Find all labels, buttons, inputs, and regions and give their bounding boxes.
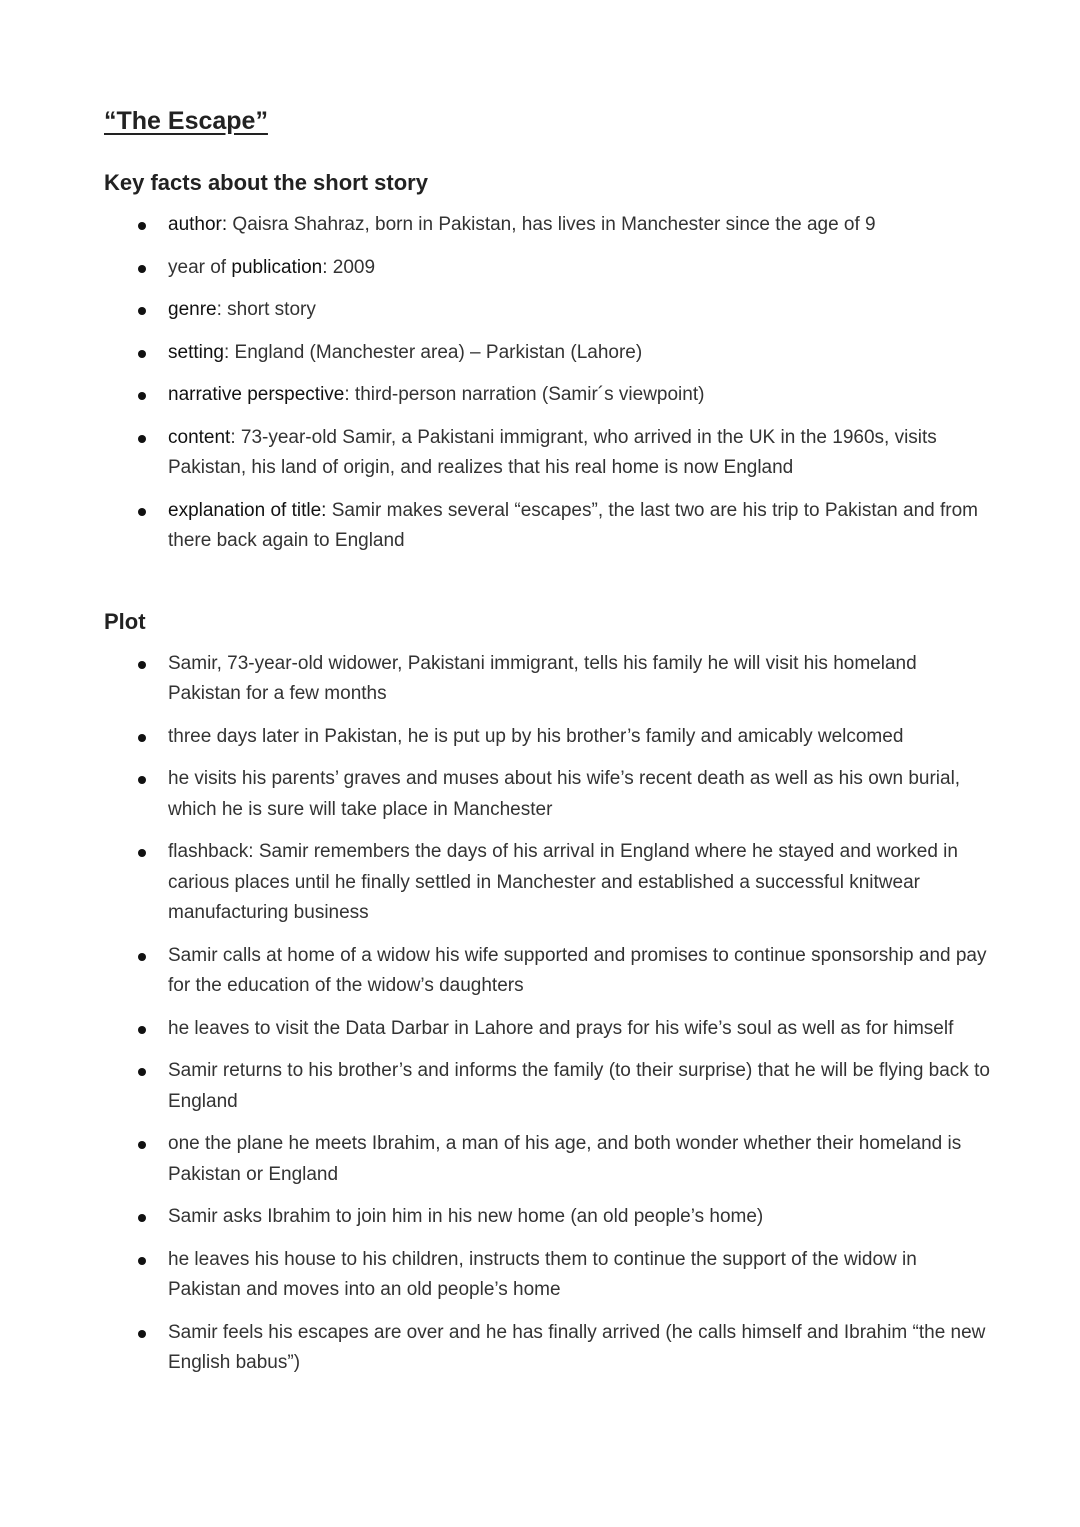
fact-label-prefix: year of — [168, 256, 232, 278]
fact-text: : 2009 — [322, 256, 376, 278]
bullet-icon — [138, 661, 146, 669]
bullet-icon — [138, 1257, 146, 1265]
plot-text: he visits his parents’ graves and muses about his wife’s recent death as well as his own burial, which he is sure will take place in Manchester — [168, 768, 961, 820]
fact-label: narrative perspective — [168, 384, 345, 405]
plot-list — [104, 649, 994, 1379]
plot-text: he leaves to visit the Data Darbar in Lahore and prays for his wife’s soul as well as for himself — [168, 1017, 954, 1039]
bullet-icon — [138, 1068, 146, 1076]
bullet-icon — [138, 849, 146, 857]
fact-label: author: — [168, 214, 228, 235]
bullet-icon — [138, 1330, 146, 1338]
list-item — [104, 1202, 994, 1233]
plot-text: flashback: Samir remembers the days of his arrival in England where he stayed and worked in carious places until he finally settled in Manchester and established a successful knitwear manufacturing business — [168, 841, 958, 923]
fact-label: publication — [231, 256, 323, 278]
fact-text: : 73-year-old Samir, a Pakistani immigrant, who arrived in the UK in the 1960s, visits Pakistan, his land of origin, and realizes that his real home is now England — [168, 426, 937, 478]
bullet-icon — [138, 508, 146, 516]
bullet-icon — [138, 265, 146, 273]
key-facts-heading: Key facts about the short story — [104, 170, 428, 195]
list-item — [104, 1056, 994, 1117]
list-item — [104, 764, 994, 825]
bullet-icon — [138, 1026, 146, 1034]
bullet-icon — [138, 435, 146, 443]
plot-text: Samir asks Ibrahim to join him in his new home (an old people’s home) — [168, 1206, 764, 1227]
list-item — [104, 338, 994, 369]
bullet-icon — [138, 1214, 146, 1222]
plot-heading: Plot — [104, 608, 146, 634]
fact-text: : short story — [216, 299, 316, 320]
plot-text: three days later in Pakistan, he is put up by his brother’s family and amicably welcomed — [168, 725, 904, 747]
key-facts-list — [104, 210, 994, 557]
bullet-icon — [138, 953, 146, 961]
list-item — [104, 496, 994, 557]
list-item — [104, 1318, 994, 1379]
fact-text: : England (Manchester area) – Parkistan (Lahore) — [223, 341, 643, 363]
list-item — [104, 722, 994, 753]
bullet-icon — [138, 392, 146, 400]
list-item — [104, 423, 994, 484]
list-item — [104, 380, 994, 411]
plot-text: one the plane he meets Ibrahim, a man of his age, and both wonder whether their homeland is Pakistan or England — [168, 1133, 962, 1185]
list-item — [104, 253, 994, 284]
plot-text: Samir feels his escapes are over and he has finally arrived (he calls himself and Ibrahim “the new English babus”) — [168, 1321, 986, 1373]
list-item — [104, 649, 994, 710]
bullet-icon — [138, 734, 146, 742]
list-item — [104, 837, 994, 929]
bullet-icon — [138, 776, 146, 784]
plot-text: Samir returns to his brother’s and informs the family (to their surprise) that he will be flying back to England — [168, 1060, 990, 1112]
list-item — [104, 1129, 994, 1190]
bullet-icon — [138, 307, 146, 315]
plot-text: Samir calls at home of a widow his wife supported and promises to continue sponsorship and pay for the education of the widow’s daughters — [168, 944, 987, 996]
fact-label: genre — [168, 299, 217, 320]
plot-text: he leaves his house to his children, instructs them to continue the support of the widow in Pakistan and moves into an old people’s home — [168, 1248, 917, 1300]
bullet-icon — [138, 222, 146, 230]
list-item — [104, 295, 994, 326]
document-page — [104, 104, 994, 1379]
fact-text: Samir makes several “escapes”, the last two are his trip to Pakistan and from there back again to England — [168, 499, 978, 551]
list-item — [104, 1245, 994, 1306]
plot-text: Samir, 73-year-old widower, Pakistani immigrant, tells his family he will visit his homeland Pakistan for a few months — [168, 652, 917, 704]
bullet-icon — [138, 350, 146, 358]
fact-label: setting — [168, 341, 224, 363]
list-item — [104, 210, 994, 241]
fact-label: content — [168, 426, 231, 448]
document-title: “The Escape” — [104, 107, 268, 135]
bullet-icon — [138, 1141, 146, 1149]
fact-text: Qaisra Shahraz, born in Pakistan, has lives in Manchester since the age of 9 — [227, 214, 876, 235]
fact-label: explanation of title: — [168, 499, 327, 521]
list-item — [104, 1014, 994, 1045]
list-item — [104, 941, 994, 1002]
fact-text: : third-person narration (Samir´s viewpoint) — [344, 384, 705, 405]
